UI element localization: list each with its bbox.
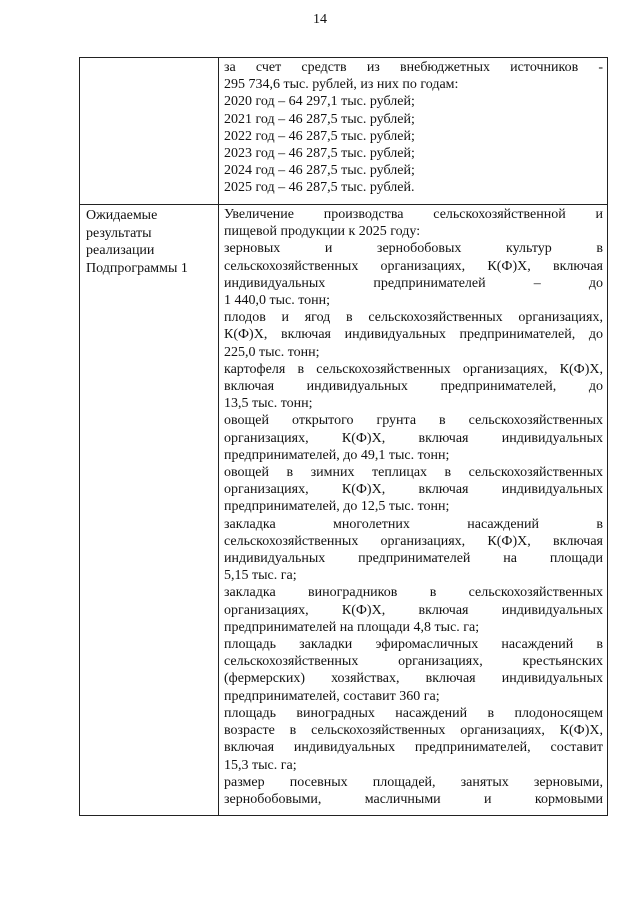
text-line: организациях, К(Ф)Х, включая индивидуальных <box>224 482 603 498</box>
text-line: 225,0 тыс. тонн; <box>224 344 320 360</box>
funding-label-cell <box>80 58 219 205</box>
funding-text <box>219 58 607 200</box>
text-line: 2022 год – 46 287,5 тыс. рублей; <box>224 128 415 144</box>
page-number: 14 <box>313 12 327 27</box>
text-line: 1 440,0 тыс. тонн; <box>224 293 331 309</box>
text-line: предпринимателей, составит 360 га; <box>224 688 440 704</box>
text-line: индивидуальных предпринимателей – до <box>224 275 603 291</box>
label-line: Подпрограммы 1 <box>86 260 188 276</box>
text-line: за счет средств из внебюджетных источников - <box>224 60 603 75</box>
label-line: реализации <box>86 243 155 258</box>
funding-value-cell <box>219 58 608 205</box>
text-line: площадь виноградных насаждений в плодоносящем <box>224 705 603 721</box>
text-line: 2024 год – 46 287,5 тыс. рублей; <box>224 163 415 179</box>
funding-row <box>80 58 608 205</box>
text-line: Увеличение производства сельскохозяйственной и <box>224 207 603 222</box>
text-line: (фермерских) хозяйствах, включая индивидуальных <box>224 671 603 687</box>
expected-results-label <box>80 205 218 277</box>
text-line: 2021 год – 46 287,5 тыс. рублей; <box>224 111 415 127</box>
text-line: 5,15 тыс. га; <box>224 568 297 584</box>
text-line: закладка виноградников в сельскохозяйственных <box>224 585 603 601</box>
text-line: включая индивидуальных предпринимателей, составит <box>224 740 603 756</box>
text-line: предпринимателей, до 49,1 тыс. тонн; <box>224 447 450 463</box>
text-line: плодов и ягод в сельскохозяйственных организациях, <box>224 310 603 326</box>
text-line: предпринимателей, до 12,5 тыс. тонн; <box>224 499 450 515</box>
text-line: предпринимателей на площади 4,8 тыс. га; <box>224 619 480 635</box>
text-line: 2023 год – 46 287,5 тыс. рублей; <box>224 146 415 162</box>
text-line: картофеля в сельскохозяйственных организациях, К(Ф)Х, <box>224 361 603 377</box>
text-line: площадь закладки эфиромасличных насаждений в <box>224 637 603 653</box>
program-passport-table <box>79 57 608 816</box>
text-line: возрасте в сельскохозяйственных организациях, К(Ф)Х, <box>224 723 603 739</box>
funding-label <box>80 58 218 60</box>
text-line: овощей в зимних теплицах в сельскохозяйственных <box>224 465 603 481</box>
expected-results-label-cell <box>80 205 219 816</box>
text-line: организациях, К(Ф)Х, включая индивидуальных <box>224 602 603 618</box>
text-line: К(Ф)Х, включая индивидуальных предпринимателей, до <box>224 327 603 343</box>
text-line: зерновых и зернобобовых культур в <box>224 241 603 257</box>
text-line: 15,3 тыс. га; <box>224 757 297 773</box>
text-line: закладка многолетних насаждений в <box>224 516 603 532</box>
text-line: 2025 год – 46 287,5 тыс. рублей. <box>224 180 415 196</box>
text-line: включая индивидуальных предпринимателей, до <box>224 379 603 395</box>
expected-results-text <box>219 205 607 811</box>
text-line: сельскохозяйственных организациях, К(Ф)Х, включая <box>224 533 603 549</box>
text-line: овощей открытого грунта в сельскохозяйственных <box>224 413 603 429</box>
text-line: пищевой продукции к 2025 году: <box>224 224 421 240</box>
text-line: размер посевных площадей, занятых зерновыми, <box>224 774 603 790</box>
text-line: организациях, К(Ф)Х, включая индивидуальных <box>224 430 603 446</box>
text-line: сельскохозяйственных организациях, крестьянских <box>224 654 603 670</box>
label-line: Ожидаемые <box>86 208 158 223</box>
text-line: индивидуальных предпринимателей на площади <box>224 551 603 567</box>
expected-results-row <box>80 205 608 816</box>
label-line: результаты <box>86 225 152 241</box>
expected-results-value-cell <box>219 205 608 816</box>
text-line: зернобобовыми, масличными и кормовыми <box>224 791 603 807</box>
text-line: 295 734,6 тыс. рублей, из них по годам: <box>224 77 459 93</box>
text-line: 13,5 тыс. тонн; <box>224 396 313 412</box>
text-line: сельскохозяйственных организациях, К(Ф)Х, включая <box>224 258 603 274</box>
text-line: 2020 год – 64 297,1 тыс. рублей; <box>224 94 415 110</box>
